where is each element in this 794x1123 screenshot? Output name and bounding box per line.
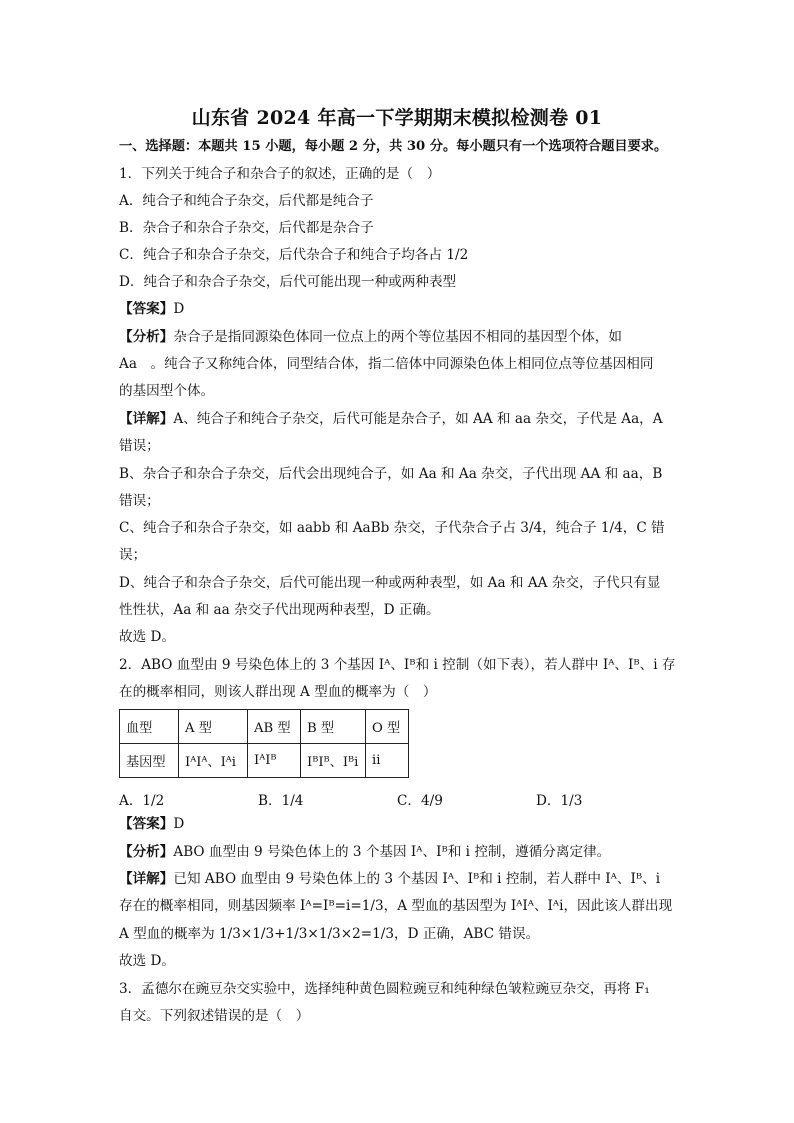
q2-analysis-line — [119, 843, 610, 861]
q2-stem: 2．ABO 血型由 9 号染色体上的 3 个基因 Iᴬ、Iᴮ和 i 控制（如下表），若人群中 Iᴬ、Iᴮ、i 存 — [119, 657, 676, 673]
table-cell: ii — [366, 744, 409, 778]
q1-detail-line: 错误； — [119, 493, 160, 509]
table-cell: AB 型 — [248, 710, 301, 744]
q1-analysis-line — [119, 328, 622, 346]
blood-type-table — [119, 709, 409, 778]
table-row — [120, 744, 409, 778]
q1-detail-line — [119, 410, 663, 428]
section-heading: 一、选择题：本题共 15 小题，每小题 2 分，共 30 分。每小题只有一个选项符合题目要求。 — [119, 139, 668, 154]
answer-tag: 【答案】 — [119, 301, 174, 317]
q2-option-c: C．4/9 — [397, 793, 443, 809]
table-cell: B 型 — [301, 710, 366, 744]
table-header-row — [120, 710, 409, 744]
analysis-tag: 【分析】 — [119, 844, 174, 860]
analysis-text: ABO 血型由 9 号染色体上的 3 个基因 Iᴬ、Iᴮ和 i 控制，遵循分离定律。 — [173, 844, 611, 860]
q1-detail-line: 错误； — [119, 438, 160, 454]
q1-option-a: A．纯合子和纯合子杂交，后代都是纯合子 — [119, 193, 374, 209]
detail-tag: 【详解】 — [119, 871, 174, 887]
q2-detail-line: 存在的概率相同，则基因频率 Iᴬ=Iᴮ=i=1/3，A 型血的基因型为 IᴬIᴬ、Iᴬi，因此该人群出现 — [119, 898, 673, 914]
q1-option-b: B．杂合子和杂合子杂交，后代都是杂合子 — [119, 220, 374, 236]
q1-analysis-line: Aa 。纯合子又称纯合体，同型结合体，指二倍体中同源染色体上相同位点等位基因相同 — [119, 356, 654, 372]
q1-detail-line: C、纯合子和杂合子杂交，如 aabb 和 AaBb 杂交，子代杂合子占 3/4，纯合子 1/4，C 错 — [119, 520, 665, 536]
table-cell: O 型 — [366, 710, 409, 744]
q1-conclusion: 故选 D。 — [119, 629, 176, 645]
q1-answer — [119, 300, 184, 318]
detail-text: A、纯合子和纯合子杂交，后代可能是杂合子，如 AA 和 aa 杂交，子代是 Aa，A — [173, 411, 663, 427]
exam-title: 山东省 2024 年高一下学期期末模拟检测卷 01 — [191, 107, 603, 129]
analysis-tag: 【分析】 — [119, 329, 174, 345]
answer-value: D — [173, 816, 185, 832]
q2-answer — [119, 815, 184, 833]
table-cell: IᴬIᴮ — [248, 744, 301, 778]
table-cell: 基因型 — [120, 744, 179, 778]
answer-value: D — [173, 301, 185, 317]
table-cell: A 型 — [179, 710, 248, 744]
analysis-text: 杂合子是指同源染色体同一位点上的两个等位基因不相同的基因型个体，如 — [173, 329, 622, 345]
table-cell: IᴬIᴬ、Iᴬi — [179, 744, 248, 778]
q1-analysis-line: 的基因型个体。 — [119, 383, 215, 399]
q2-detail-line — [119, 870, 660, 888]
q3-stem: 3．孟德尔在豌豆杂交实验中，选择纯种黄色圆粒豌豆和纯种绿色皱粒豌豆杂交，再将 F₁ — [119, 981, 650, 997]
q3-stem: 自交。下列叙述错误的是（ ） — [119, 1008, 310, 1024]
detail-text: 已知 ABO 血型由 9 号染色体上的 3 个基因 Iᴬ、Iᴮ和 i 控制，若人群中 Iᴬ、Iᴮ、i — [173, 871, 661, 887]
q2-option-b: B．1/4 — [258, 793, 304, 809]
q2-stem: 在的概率相同，则该人群出现 A 型血的概率为（ ） — [119, 684, 437, 700]
q1-option-d: D．纯合子和杂合子杂交，后代可能出现一种或两种表型 — [119, 274, 457, 290]
q2-option-a: A．1/2 — [119, 793, 165, 809]
q2-option-d: D．1/3 — [536, 793, 583, 809]
table-cell: IᴮIᴮ、Iᴮi — [301, 744, 366, 778]
table-cell: 血型 — [120, 710, 179, 744]
q2-conclusion: 故选 D。 — [119, 953, 176, 969]
answer-tag: 【答案】 — [119, 816, 174, 832]
q1-stem: 1．下列关于纯合子和杂合子的叙述，正确的是（ ） — [119, 166, 441, 182]
detail-tag: 【详解】 — [119, 411, 174, 427]
q2-detail-line: A 型血的概率为 1/3×1/3+1/3×1/3×2=1/3，D 正确，ABC 错误。 — [119, 926, 540, 942]
q1-detail-line: D、纯合子和杂合子杂交，后代可能出现一种或两种表型，如 Aa 和 AA 杂交，子代只有显 — [119, 575, 661, 591]
q1-option-c: C．纯合子和杂合子杂交，后代杂合子和纯合子均各占 1/2 — [119, 247, 469, 263]
q1-detail-line: 误； — [119, 547, 147, 563]
q1-detail-line: 性性状，Aa 和 aa 杂交子代出现两种表型，D 正确。 — [119, 602, 440, 618]
q1-detail-line: B、杂合子和杂合子杂交，后代会出现纯合子，如 Aa 和 Aa 杂交，子代出现 AA 和 aa，B — [119, 466, 663, 482]
